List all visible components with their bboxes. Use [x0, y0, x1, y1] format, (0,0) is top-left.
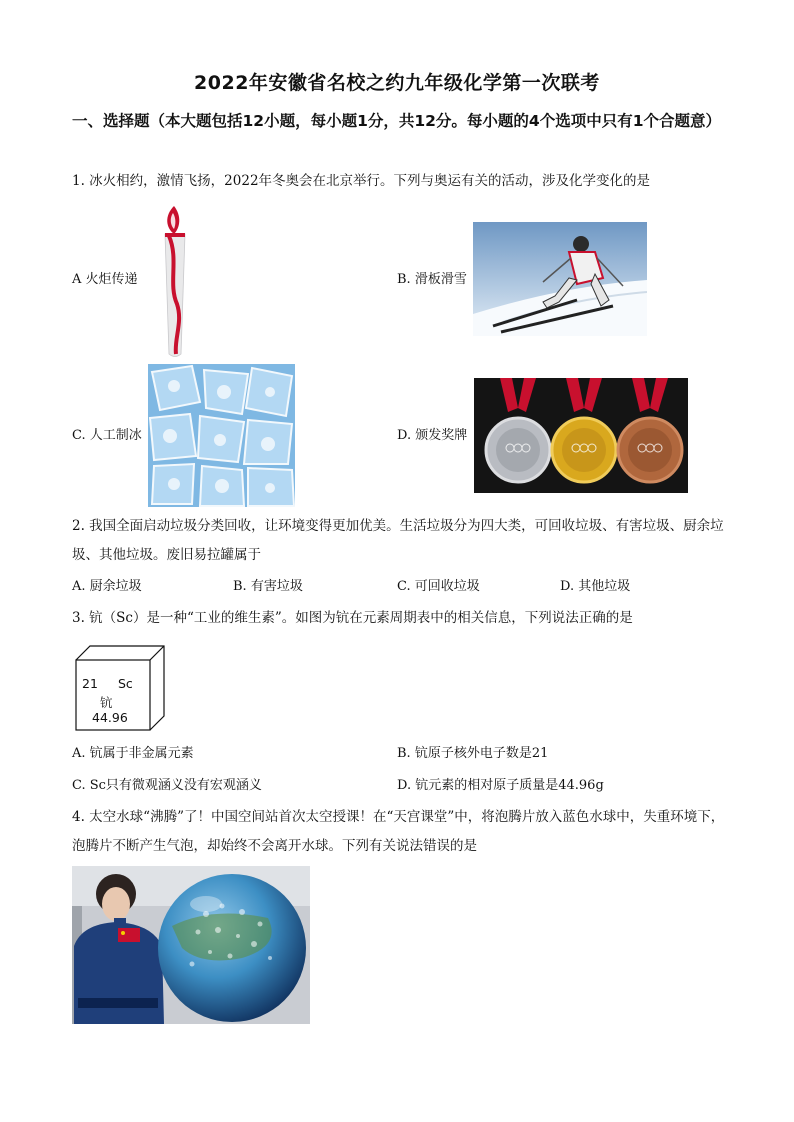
medals-image — [474, 378, 688, 493]
element-symbol: Sc — [118, 676, 133, 691]
element-mass: 44.96 — [92, 710, 128, 725]
q3-option-b[interactable]: B. 钪原子核外电子数是21 — [397, 746, 549, 761]
q1-option-d[interactable]: D. 颁发奖牌 — [397, 428, 468, 443]
q1-option-b[interactable]: B. 滑板滑雪 — [397, 272, 467, 287]
question-2-stem: 2. 我国全面启动垃圾分类回收，让环境变得更加优美。生活垃圾分为四大类，可回收垃圾、有害垃圾、厨余垃圾、其他垃圾。废旧易拉罐属于 — [72, 518, 724, 563]
q3-option-a[interactable]: A. 钪属于非金属元素 — [72, 746, 194, 761]
q1-option-c[interactable]: C. 人工制冰 — [72, 428, 142, 443]
question-3-stem: 3. 钪（Sc）是一种“工业的维生素”。如图为钪在元素周期表中的相关信息，下列说法正确的是 — [72, 610, 633, 626]
q3-option-c[interactable]: C. Sc只有微观涵义没有宏观涵义 — [72, 778, 262, 793]
space-water-ball-image — [72, 866, 310, 1024]
skiing-image — [473, 222, 647, 336]
q2-option-b[interactable]: B. 有害垃圾 — [233, 579, 303, 594]
torch-image — [160, 204, 190, 360]
page-title: 2022年安徽省名校之约九年级化学第一次联考 — [194, 72, 600, 94]
element-name: 钪 — [100, 695, 113, 710]
question-4-stem: 4. 太空水球“沸腾”了！中国空间站首次太空授课！在“天宫课堂”中，将泡腾片放入蓝色水球中，失重环境下，泡腾片不断产生气泡，却始终不会离开水球。下列有关说法错误的是 — [72, 809, 725, 854]
q2-option-d[interactable]: D. 其他垃圾 — [560, 579, 631, 594]
q1-option-a[interactable]: A 火炬传递 — [72, 272, 138, 287]
element-number: 21 — [82, 676, 98, 691]
q2-option-a[interactable]: A. 厨余垃圾 — [72, 579, 142, 594]
element-cell — [74, 644, 166, 732]
q3-option-d[interactable]: D. 钪元素的相对原子质量是44.96g — [397, 778, 604, 793]
ice-image — [148, 364, 295, 507]
section-heading: 一、选择题（本大题包括12小题，每小题1分，共12分。每小题的4个选项中只有1个合题意） — [72, 112, 721, 130]
q2-option-c[interactable]: C. 可回收垃圾 — [397, 579, 480, 594]
question-1-stem: 1. 冰火相约，激情飞扬，2022年冬奥会在北京举行。下列与奥运有关的活动，涉及化学变化的是 — [72, 173, 651, 189]
